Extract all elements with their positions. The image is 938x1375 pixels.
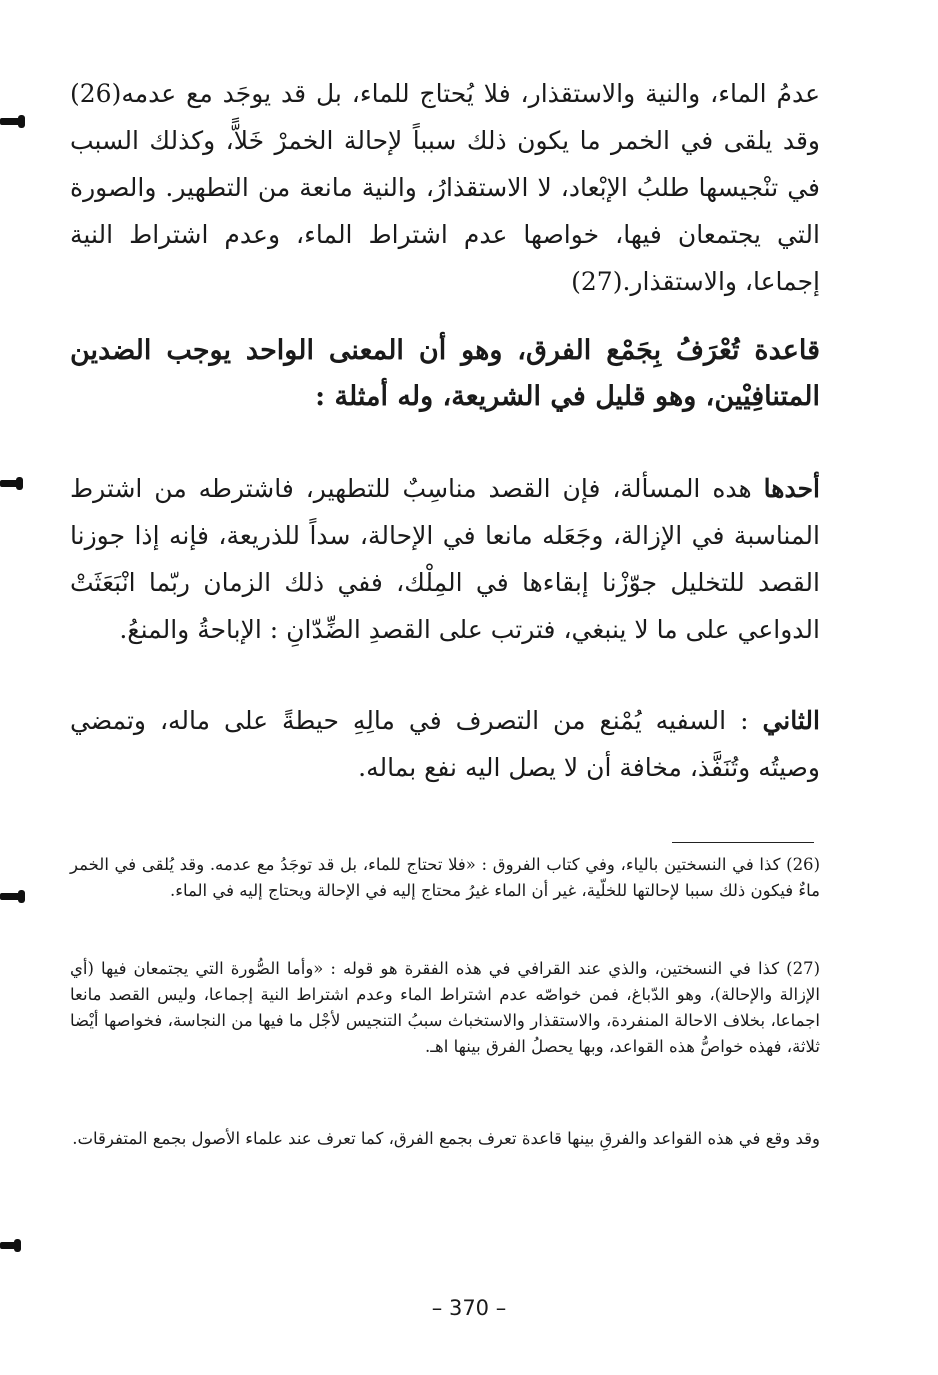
footnote-separator — [672, 842, 814, 843]
paragraph-3-body: : السفيه يُمْنع من التصرف في مالِهِ حيطةً على ماله، وتمضي وصيتُه وتُنَفَّذ، مخافة أن لا يصل اليه نفع بماله. — [70, 706, 820, 782]
margin-mark — [0, 1242, 18, 1249]
footnote-26-number: (26) — [786, 855, 820, 874]
paragraph-1: عدمُ الماء، والنية والاستقذار، فلا يُحتاج للماء، بل قد يوجَد مع عدمه(26) وقد يلقى في الخمر ما يكون ذلك سبباً لإحالة الخمرْ خَلاًّ، وكذلك السبب في تنْجيسها طلبُ الإبْعاد، لا الاستقذارُ، والنية مانعة من التطهير. والصورة التي يجتمعان فيها، خواصها عدم اشتراط الماء، وعدم اشتراط النية إجماعا، والاستقذار.(27) — [70, 79, 820, 296]
footnote-27-text: كذا في النسختين، والذي عند القرافي في هذه الفقرة هو قوله : «وأما الصُّورة التي يجتمعان فيها (أي الإزالة والإحالة)، وهو الدّباغ، فمن خواصّه عدم اشتراط الماء وعدم اشتراط النية إجماعا، وليس القصد مانعا اجماعا، بخلاف الاحالة المنفردة، والاستقذار والاستخباث سببُ التنجيس لأجْل ما فيها من النجاسة، فخواصها أيْضا ثلاثة، فهذه خواصُّ هذه القواعد، وبها يحصلُ الفرق بينها اهـ. — [70, 959, 820, 1056]
footnote-26-text: كذا في النسختين بالياء، وفي كتاب الفروق : «فلا تحتاج للماء، بل قد توجَدُ مع عدمه. وقد يُلقى في الخمر ماءٌ فيكون ذلك سببا لإحالتها للخلّية، غير أن الماء غيرُ محتاج إليه في الإحالة ويحتاج إليه في الماء. — [70, 855, 820, 900]
margin-mark — [0, 893, 22, 900]
paragraph-2 — [70, 465, 820, 653]
footnote-27 — [70, 956, 820, 1060]
footnote-27-continuation: وقد وقع في هذه القواعد والفرقِ بينها قاعدة تعرف بجمع الفرق، كما تعرف عند علماء الأصول بجمع المتفرقات. — [72, 1129, 820, 1148]
paragraph-2-lead: أحدها — [763, 474, 820, 503]
footnote-26 — [70, 852, 820, 904]
paragraph-3-lead: الثاني — [762, 706, 820, 735]
paragraph-3 — [70, 697, 820, 791]
margin-mark — [0, 480, 20, 487]
page-number: – 370 – — [431, 1296, 507, 1320]
margin-mark — [0, 118, 22, 125]
section-heading: قاعدة تُعْرَفُ بِجَمْع الفرق، وهو أن المعنى الواحد يوجب الضدين المتنافِيْين، وهو قليل في الشريعة، وله أمثلة : — [70, 335, 820, 412]
footnote-27-number: (27) — [786, 959, 820, 978]
paragraph-2-body: هده المسألة، فإن القصد مناسِبٌ للتطهير، فاشترطه من اشترط المناسبة في الإزالة، وجَعَله مانعا في الإحالة، سداً للذريعة، فإنه إذا جوزنا القصد للتخليل جوّزْنا إبقاءها في المِلْك، ففي ذلك الزمان ربّما انْبَعَثَتْ الدواعي على ما لا ينبغي، فترتب على القصدِ الضِّدّانِ : الإباحةُ والمنعُ. — [70, 474, 820, 644]
